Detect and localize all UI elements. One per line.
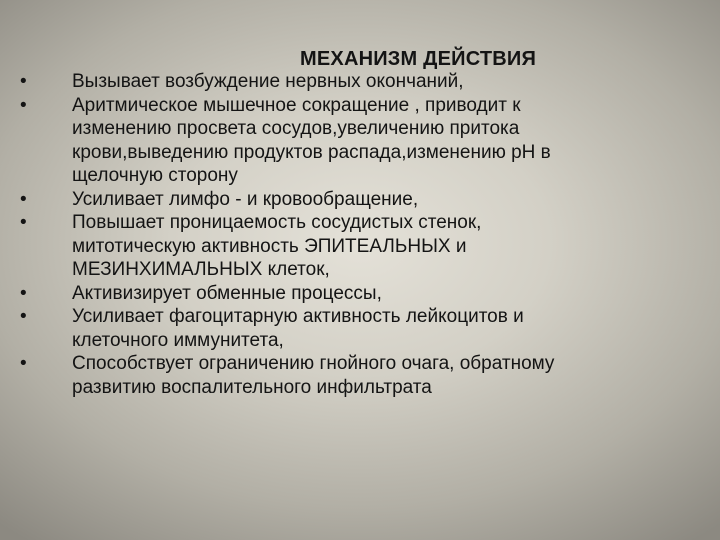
bullet-text-line: Усиливает фагоцитарную активность лейкоцитов и (72, 306, 524, 327)
bullet-dot-icon: • (20, 306, 27, 327)
bullet-text-line: МЕЗИНХИМАЛЬНЫХ клеток, (72, 259, 330, 280)
bullet-text-line: Аритмическое мышечное сокращение , приводит к (72, 94, 521, 116)
bullet-text-line: митотическую активность ЭПИТЕАЛЬНЫХ и (72, 235, 467, 257)
bullet-text-line: развитию воспалительного инфильтрата (72, 376, 432, 398)
bullet-dot-icon: • (20, 353, 27, 374)
bullet-text-line: крови,выведению продуктов распада,изменению рН в (72, 141, 551, 163)
bullet-item (20, 188, 700, 212)
bullet-item (20, 94, 700, 188)
bullet-list (20, 70, 700, 399)
bullet-item (20, 305, 700, 352)
bullet-item (20, 352, 700, 399)
bullet-text-line: Усиливает лимфо - и кровообращение, (72, 188, 419, 210)
bullet-item (20, 70, 700, 94)
bullet-dot-icon: • (20, 71, 27, 92)
bullet-text-line: изменению просвета сосудов,увеличению притока (72, 118, 520, 139)
bullet-text-line: щелочную сторону (72, 165, 238, 186)
bullet-dot-icon: • (20, 212, 27, 233)
bullet-item (20, 282, 700, 306)
bullet-dot-icon: • (20, 282, 27, 304)
bullet-text-line: Повышает проницаемость сосудистых стенок, (72, 212, 482, 233)
bullet-item (20, 211, 700, 282)
bullet-text-line: клеточного иммунитета, (72, 329, 284, 351)
bullet-text-line: Активизирует обменные процессы, (72, 282, 382, 304)
bullet-text-line: Способствует ограничению гнойного очага, обратному (72, 353, 555, 374)
bullet-dot-icon: • (20, 94, 27, 116)
bullet-dot-icon: • (20, 188, 27, 210)
bullet-text-line: Вызывает возбуждение нервных окончаний, (72, 71, 464, 92)
slide-title: МЕХАНИЗМ ДЕЙСТВИЯ (300, 48, 537, 70)
